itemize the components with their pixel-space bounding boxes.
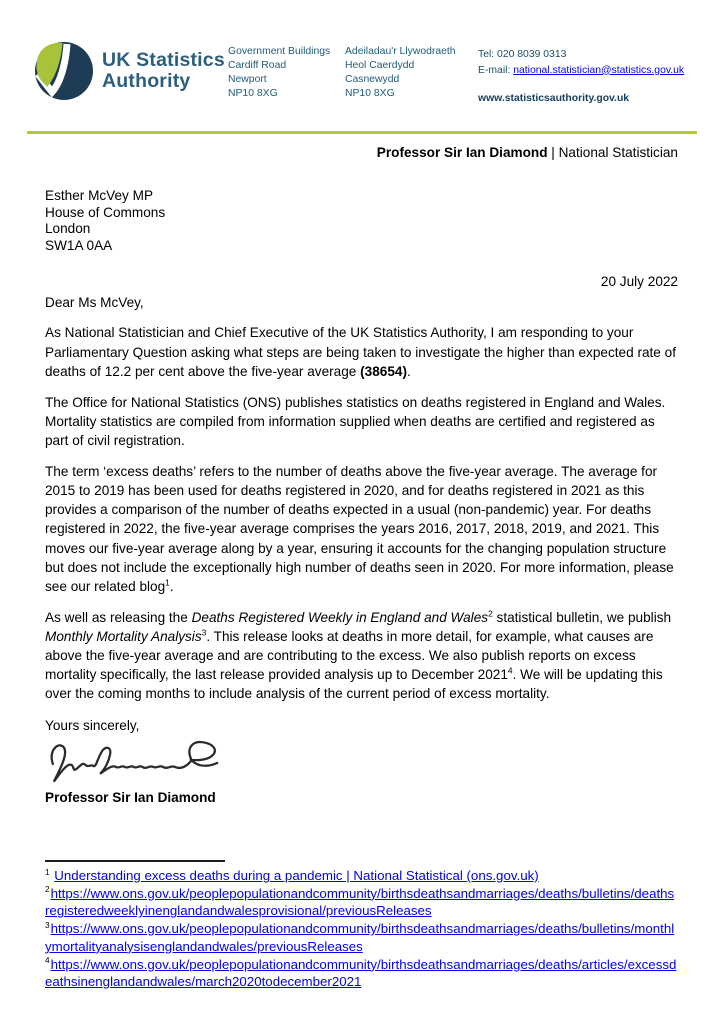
footnote-link-2[interactable]: https://www.ons.gov.uk/peoplepopulationandcommunity/birthsdeathsandmarriages/deaths/bulletins/deathsregisteredweeklyinenglandandwalesprovisional/previousReleases <box>45 885 675 919</box>
email-link[interactable]: national.statistician@statistics.gov.uk <box>513 64 685 76</box>
from-line <box>45 143 678 162</box>
address-line: Casnewydd <box>345 73 400 85</box>
recipient-line: Esther McVey MP <box>45 188 154 204</box>
signature-scrawl-icon <box>45 738 227 786</box>
email-line <box>478 63 684 79</box>
closing: Yours sincerely, <box>45 717 140 733</box>
sender-name: Professor Sir Ian Diamond <box>376 145 548 160</box>
from-divider: | <box>547 145 559 160</box>
contact-block <box>478 47 684 107</box>
paragraph-2: The Office for National Statistics (ONS) publishes statistics on deaths registered in England and Wales. Mortality statistics are compiled from information supplied when deaths are certified and registered as part of civil registration. <box>45 394 666 448</box>
letter-date: 20 July 2022 <box>600 273 678 289</box>
footnote-2 <box>45 885 678 920</box>
address-line: Adeiladau'r Llywodraeth <box>345 46 456 57</box>
wordmark-line2: Authority <box>102 70 191 92</box>
footnote-number: 2 <box>45 885 50 895</box>
paragraph-4: As well as releasing the Deaths Registered Weekly in England and Wales$^2$ statistical bulletin, we publish Monthly Mortality Analysis$^3$. This release looks at deaths in more detail, for example, what causes are above the five-year average and are contributing to the excess. We also publish reports on excess mortality specifically, the last release provided analysis up to December 2021$^4$. We will be updating this over the coming months to include analysis of the current period of excess mortality. <box>45 608 672 702</box>
paragraph-1: As National Statistician and Chief Executive of the UK Statistics Authority, I am responding to your Parliamentary Question asking what steps are being taken to investigate the higher than expected rate of deaths of 12.2 per cent above the five-year average (38654). <box>45 325 676 379</box>
uksa-logo <box>35 42 225 100</box>
footnote-number: 3 <box>45 920 50 930</box>
address-line: Newport <box>228 73 267 85</box>
address-welsh <box>345 45 456 101</box>
footnote-3 <box>45 920 678 955</box>
footnote-link-1[interactable]: Understanding excess deaths during a pandemic | National Statistical (ons.gov.uk) <box>54 868 539 883</box>
address-line: Heol Caerdydd <box>345 59 415 71</box>
footnote-number: 1 <box>45 867 50 877</box>
address-line: NP10 8XG <box>228 87 278 99</box>
telephone: Tel: 020 8039 0313 <box>478 49 567 60</box>
footnote-4 <box>45 956 678 991</box>
website-url: www.statisticsauthority.gov.uk <box>478 93 630 104</box>
recipient-line: SW1A 0AA <box>45 237 113 253</box>
recipient-line: London <box>45 221 91 237</box>
signature-image <box>45 738 678 786</box>
uksa-logo-icon <box>35 42 93 100</box>
address-line: NP10 8XG <box>345 87 395 99</box>
footnotes <box>45 860 678 991</box>
email-label: E-mail: <box>478 64 514 76</box>
footnote-divider <box>45 860 225 862</box>
signer-name: Professor Sir Ian Diamond <box>45 789 216 805</box>
footnote-1 <box>45 867 678 885</box>
address-line: Government Buildings <box>228 46 331 57</box>
address-english <box>228 45 330 101</box>
salutation: Dear Ms McVey, <box>45 294 144 310</box>
footnote-number: 4 <box>45 956 50 966</box>
paragraph-3: The term ‘excess deaths’ refers to the number of deaths above the five-year average. The average for 2015 to 2019 has been used for deaths registered in 2020, and for deaths registered in 2021 as this provides a comparison of the number of deaths expected in a usual (non-pandemic) year. For deaths registered in 2022, the five-year average comprises the years 2016, 2017, 2018, 2019, and 2021. This moves our five-year average along by a year, ensuring it accounts for the changing population structure but does not include the exceptionally high number of deaths seen in 2020. For more information, please see our related blog$^1$. <box>45 463 674 594</box>
wordmark-line1: UK Statistics <box>102 49 225 71</box>
footnote-link-4[interactable]: https://www.ons.gov.uk/peoplepopulationandcommunity/birthsdeathsandmarriages/deaths/articles/excessdeathsinenglandandwales/march2020todecember2021 <box>45 956 677 990</box>
address-line: Cardiff Road <box>228 59 287 71</box>
footnote-link-3[interactable]: https://www.ons.gov.uk/peoplepopulationandcommunity/birthsdeathsandmarriages/deaths/bulletins/monthlymortalityanalysisenglandandwales/previousReleases <box>45 921 675 954</box>
recipient-line: House of Commons <box>45 204 166 220</box>
recipient-address <box>45 188 678 254</box>
letter-body <box>45 134 678 807</box>
uksa-wordmark <box>102 50 225 92</box>
sender-title: National Statistician <box>558 145 678 160</box>
